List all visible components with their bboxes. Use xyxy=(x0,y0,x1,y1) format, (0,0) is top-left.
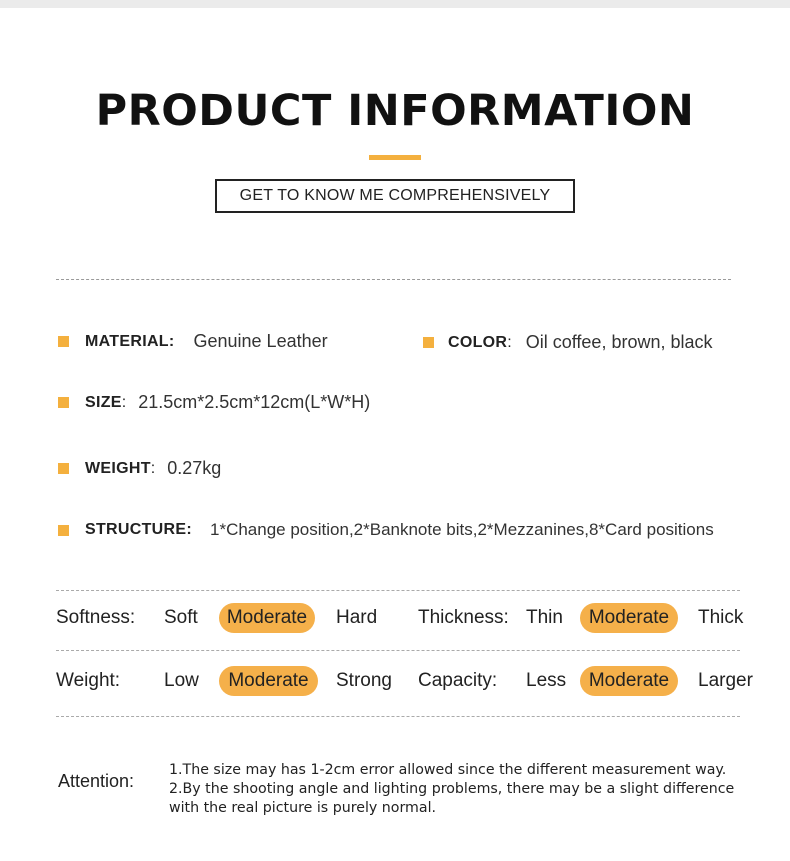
spec-value-structure: 1*Change position,2*Banknote bits,2*Mezzanines,8*Card positions xyxy=(210,520,714,539)
rating-option-thick: Thick xyxy=(698,607,744,628)
rating-option-thin: Thin xyxy=(526,607,563,628)
spec-value-weight: 0.27kg xyxy=(167,458,222,478)
rating-row-1 xyxy=(0,601,790,635)
rating-option-less: Less xyxy=(526,670,567,691)
rating-label-capacity: Capacity: xyxy=(418,670,498,691)
spec-value-color: Oil coffee, brown, black xyxy=(525,332,713,352)
spec-label-structure: STRUCTURE: xyxy=(85,521,192,538)
divider-top xyxy=(56,279,731,280)
rating-option-larger: Larger xyxy=(698,670,753,691)
rating-option-strong: Strong xyxy=(336,670,392,691)
rating-option-soft: Soft xyxy=(164,607,198,628)
top-strip xyxy=(0,0,790,8)
rating-label-thickness: Thickness: xyxy=(418,607,509,628)
divider-ratings-middle xyxy=(56,650,740,651)
bullet-square-icon xyxy=(58,336,69,347)
bullet-square-icon xyxy=(58,525,69,536)
rating-label-softness: Softness: xyxy=(56,607,136,628)
spec-label-material: MATERIAL: xyxy=(85,332,175,350)
spec-value-size: 21.5cm*2.5cm*12cm(L*W*H) xyxy=(138,392,371,412)
spec-weight xyxy=(58,458,221,479)
spec-label-size: SIZE xyxy=(85,393,122,411)
page-title: PRODUCT INFORMATION xyxy=(95,86,695,136)
rating-row-2 xyxy=(0,664,790,698)
rating-selected-thickness: Moderate xyxy=(580,603,678,633)
divider-ratings-bottom xyxy=(56,716,740,717)
spec-structure xyxy=(58,520,714,540)
spec-sep-weight: : xyxy=(150,459,156,477)
attention-label: Attention: xyxy=(58,771,135,791)
divider-ratings-top xyxy=(56,590,740,591)
bullet-square-icon xyxy=(423,337,434,348)
attention-notes xyxy=(169,761,759,818)
subtitle-text: GET TO KNOW ME COMPREHENSIVELY xyxy=(239,187,551,204)
spec-color xyxy=(423,332,713,353)
subtitle-box xyxy=(215,179,575,213)
attention-note-2: 2.By the shooting angle and lighting problems, there may be a slight difference xyxy=(169,781,735,797)
rating-selected-softness: Moderate xyxy=(219,603,315,633)
spec-size xyxy=(58,392,370,413)
rating-option-hard: Hard xyxy=(336,607,378,628)
rating-option-low: Low xyxy=(164,670,199,691)
spec-label-weight: WEIGHT xyxy=(85,459,151,477)
spec-value-material: Genuine Leather xyxy=(193,331,328,351)
spec-material xyxy=(58,331,328,352)
spec-label-color: COLOR xyxy=(448,333,508,351)
bullet-square-icon xyxy=(58,463,69,474)
rating-selected-capacity: Moderate xyxy=(580,666,678,696)
attention-note-1: 1.The size may has 1-2cm error allowed since the different measurement way. xyxy=(169,762,727,778)
spec-sep-color: : xyxy=(507,333,512,351)
attention-note-3: with the real picture is purely normal. xyxy=(169,800,437,816)
title-accent-bar xyxy=(369,155,421,160)
spec-sep-size: : xyxy=(121,393,127,411)
bullet-square-icon xyxy=(58,397,69,408)
rating-label-weight: Weight: xyxy=(56,670,121,691)
rating-selected-weight: Moderate xyxy=(219,666,318,696)
